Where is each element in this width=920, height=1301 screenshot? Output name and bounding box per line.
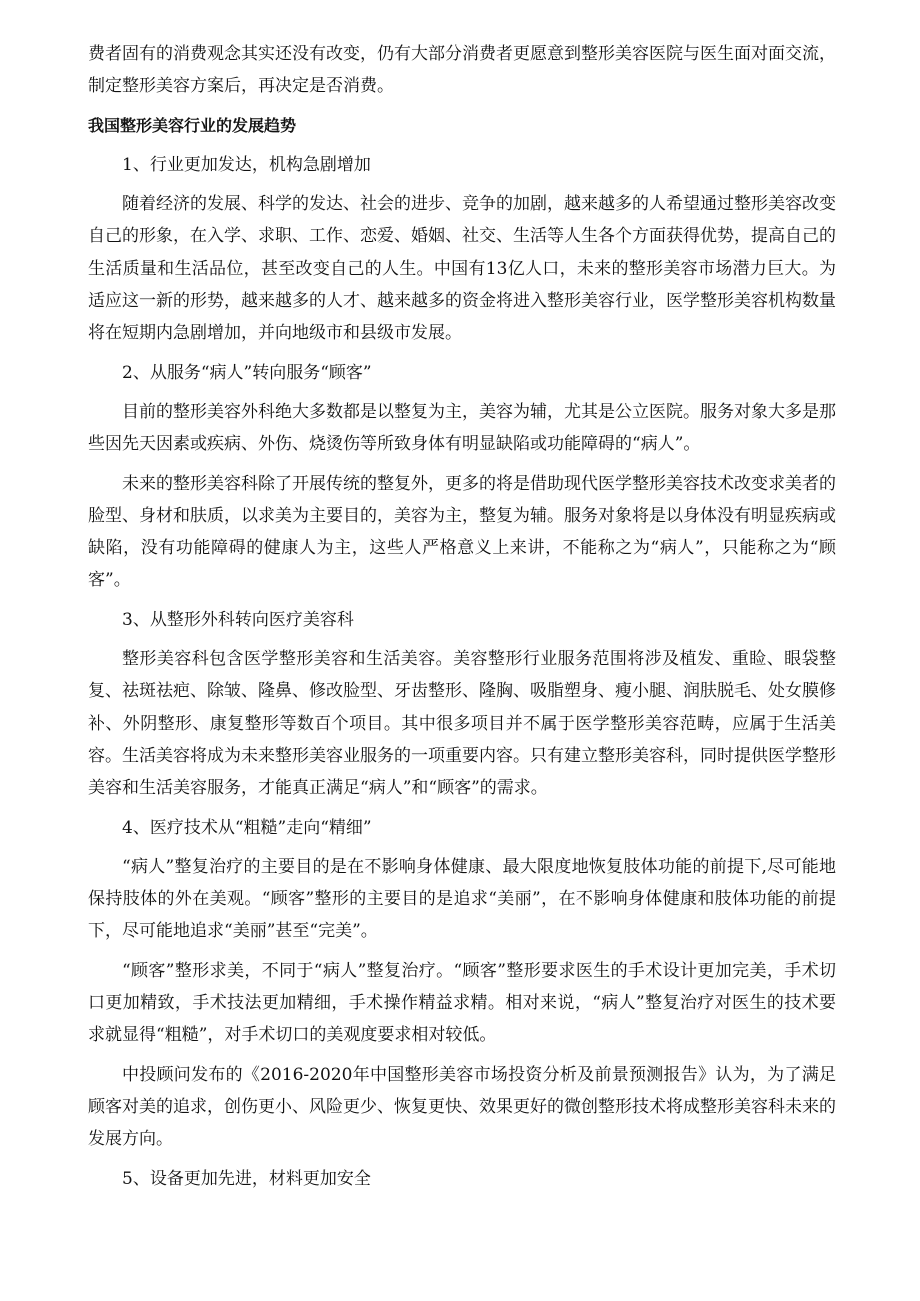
item-title: 1、行业更加发达，机构急剧增加 (122, 154, 371, 175)
document-body (88, 38, 836, 1195)
item-title: 2、从服务“病人”转向服务“顾客” (122, 362, 372, 383)
body-paragraph: 目前的整形美容外科绝大多数都是以整复为主，美容为辅，尤其是公立医院。服务对象大多是那些因先天因素或疾病、外伤、烧烫伤等所致身体有明显缺陷或功能障碍的“病人”。 (88, 401, 836, 455)
body-paragraph: “病人”整复治疗的主要目的是在不影响身体健康、最大限度地恢复肢体功能的前提下,尽可能地保持肢体的外在美观。“顾客”整形的主要目的是追求“美丽”，在不影响身体健康和肢体功能的前提下，尽可能地追求“美丽”甚至“完美”。 (88, 856, 836, 942)
body-paragraph: “顾客”整形求美，不同于“病人”整复治疗。“顾客”整形要求医生的手术设计更加完美，手术切口更加精致，手术技法更加精细，手术操作精益求精。相对来说，“病人”整复治疗对医生的技术要求就显得“粗糙”，对手术切口的美观度要求相对较低。 (88, 960, 836, 1046)
intro-paragraph: 费者固有的消费观念其实还没有改变，仍有大部分消费者更愿意到整形美容医院与医生面对面交流，制定整形美容方案后，再决定是否消费。 (88, 44, 836, 97)
body-paragraph: 未来的整形美容科除了开展传统的整复外，更多的将是借助现代医学整形美容技术改变求美者的脸型、身材和肤质，以求美为主要目的，美容为主，整复为辅。服务对象将是以身体没有明显疾病或缺陷，没有功能障碍的健康人为主，这些人严格意义上来讲，不能称之为“病人”，只能称之为“顾客”。 (88, 473, 836, 591)
item-title: 4、医疗技术从“粗糙”走向“精细” (122, 817, 372, 838)
body-paragraph: 中投顾问发布的《2016-2020年中国整形美容市场投资分析及前景预测报告》认为，为了满足顾客对美的追求，创伤更小、风险更少、恢复更快、效果更好的微创整形技术将成整形美容科未来的发展方向。 (88, 1064, 836, 1150)
item-title: 5、设备更加先进，材料更加安全 (122, 1168, 371, 1189)
body-paragraph: 整形美容科包含医学整形美容和生活美容。美容整形行业服务范围将涉及植发、重睑、眼袋整复、祛斑祛疤、除皱、隆鼻、修改脸型、牙齿整形、隆胸、吸脂塑身、瘦小腿、润肤脱毛、处女膜修补、外阴整形、康复整形等数百个项目。其中很多项目并不属于医学整形美容范畴，应属于生活美容。生活美容将成为未来整形美容业服务的一项重要内容。只有建立整形美容科，同时提供医学整形美容和生活美容服务，才能真正满足“病人”和“顾客”的需求。 (88, 649, 836, 799)
section-heading: 我国整形美容行业的发展趋势 (88, 115, 297, 135)
body-paragraph: 随着经济的发展、科学的发达、社会的进步、竞争的加剧，越来越多的人希望通过整形美容改变自己的形象，在入学、求职、工作、恋爱、婚姻、社交、生活等人生各个方面获得优势，提高自己的生活质量和生活品位，甚至改变自己的人生。中国有13亿人口，未来的整形美容市场潜力巨大。为适应这一新的形势，越来越多的人才、越来越多的资金将进入整形美容行业，医学整形美容机构数量将在短期内急剧增加，并向地级市和县级市发展。 (88, 194, 836, 344)
item-title: 3、从整形外科转向医疗美容科 (122, 609, 354, 630)
